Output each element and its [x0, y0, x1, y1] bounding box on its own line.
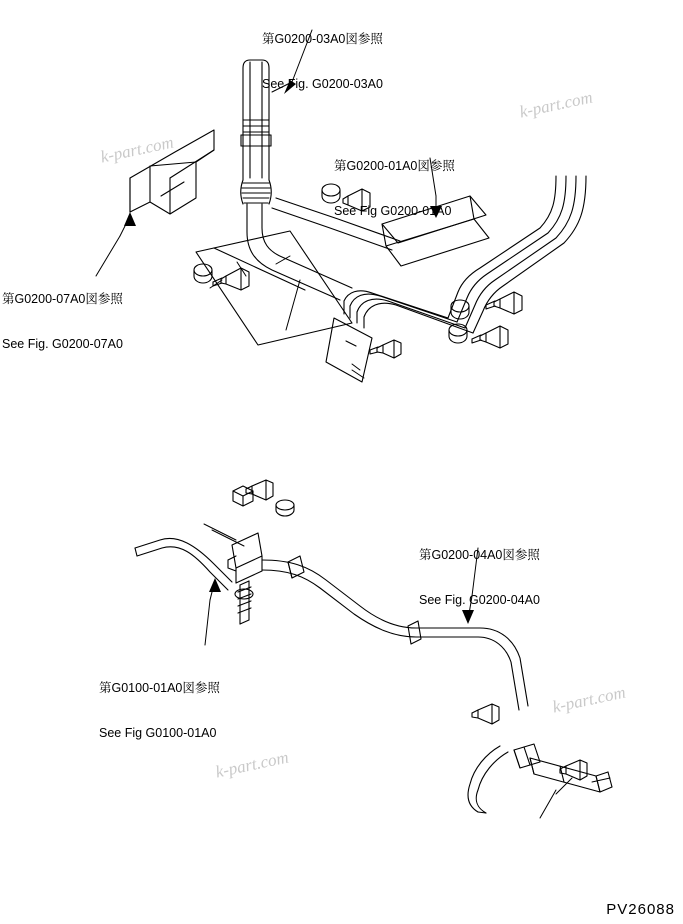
watermark-4: k-part.com [550, 682, 628, 717]
lower-right-bracket [530, 758, 612, 792]
callout-line-jp: 第G0200-04A0図参照 [419, 548, 540, 562]
leader-lines-lower [204, 524, 610, 818]
callout-line-jp: 第G0200-01A0図参照 [334, 159, 455, 173]
callout-line-jp: 第G0200-03A0図参照 [262, 32, 383, 46]
bolt-left-2 [213, 268, 249, 290]
lower-bolt-1 [472, 704, 499, 724]
callout-line-en: See Fig. G0200-07A0 [2, 337, 123, 351]
callout-line-en: See Fig. G0200-03A0 [262, 77, 383, 91]
drawing-number: PV26088 [606, 901, 675, 918]
callout-line-en: See Fig G0200-01A0 [334, 204, 452, 218]
bolt-right-2 [472, 326, 508, 348]
callout-ref-g0200-04a0 [419, 518, 540, 638]
bolt-left-1 [194, 264, 212, 283]
callout-ref-g0200-01a0 [334, 129, 455, 249]
callout-ref-g0200-07a0 [2, 262, 123, 382]
joint-washer [276, 500, 294, 516]
clamp-plate [196, 231, 352, 345]
callout-ref-g0100-01a0 [99, 651, 220, 771]
lower-right-hose [468, 746, 508, 813]
lower-left-hose [135, 538, 232, 590]
lower-clamp-block [514, 744, 540, 768]
washer-right-2 [449, 324, 467, 343]
watermark-2: k-part.com [517, 87, 595, 122]
callout-line-en: See Fig G0100-01A0 [99, 726, 217, 740]
watermark-1: k-part.com [98, 132, 176, 167]
callout-line-jp: 第G0100-01A0図参照 [99, 681, 220, 695]
bundle-left-pipes [344, 291, 473, 333]
watermark-3: k-part.com [213, 747, 291, 782]
callout-line-jp: 第G0200-07A0図参照 [2, 292, 123, 306]
bolt-right-1 [486, 292, 522, 314]
callout-line-en: See Fig. G0200-04A0 [419, 593, 540, 607]
hose-bellows [241, 180, 272, 204]
joint-nut [233, 486, 253, 506]
joint-stud [235, 581, 253, 624]
bolt-lower-center [370, 340, 401, 358]
callout-ref-g0200-03a0 [262, 2, 383, 122]
